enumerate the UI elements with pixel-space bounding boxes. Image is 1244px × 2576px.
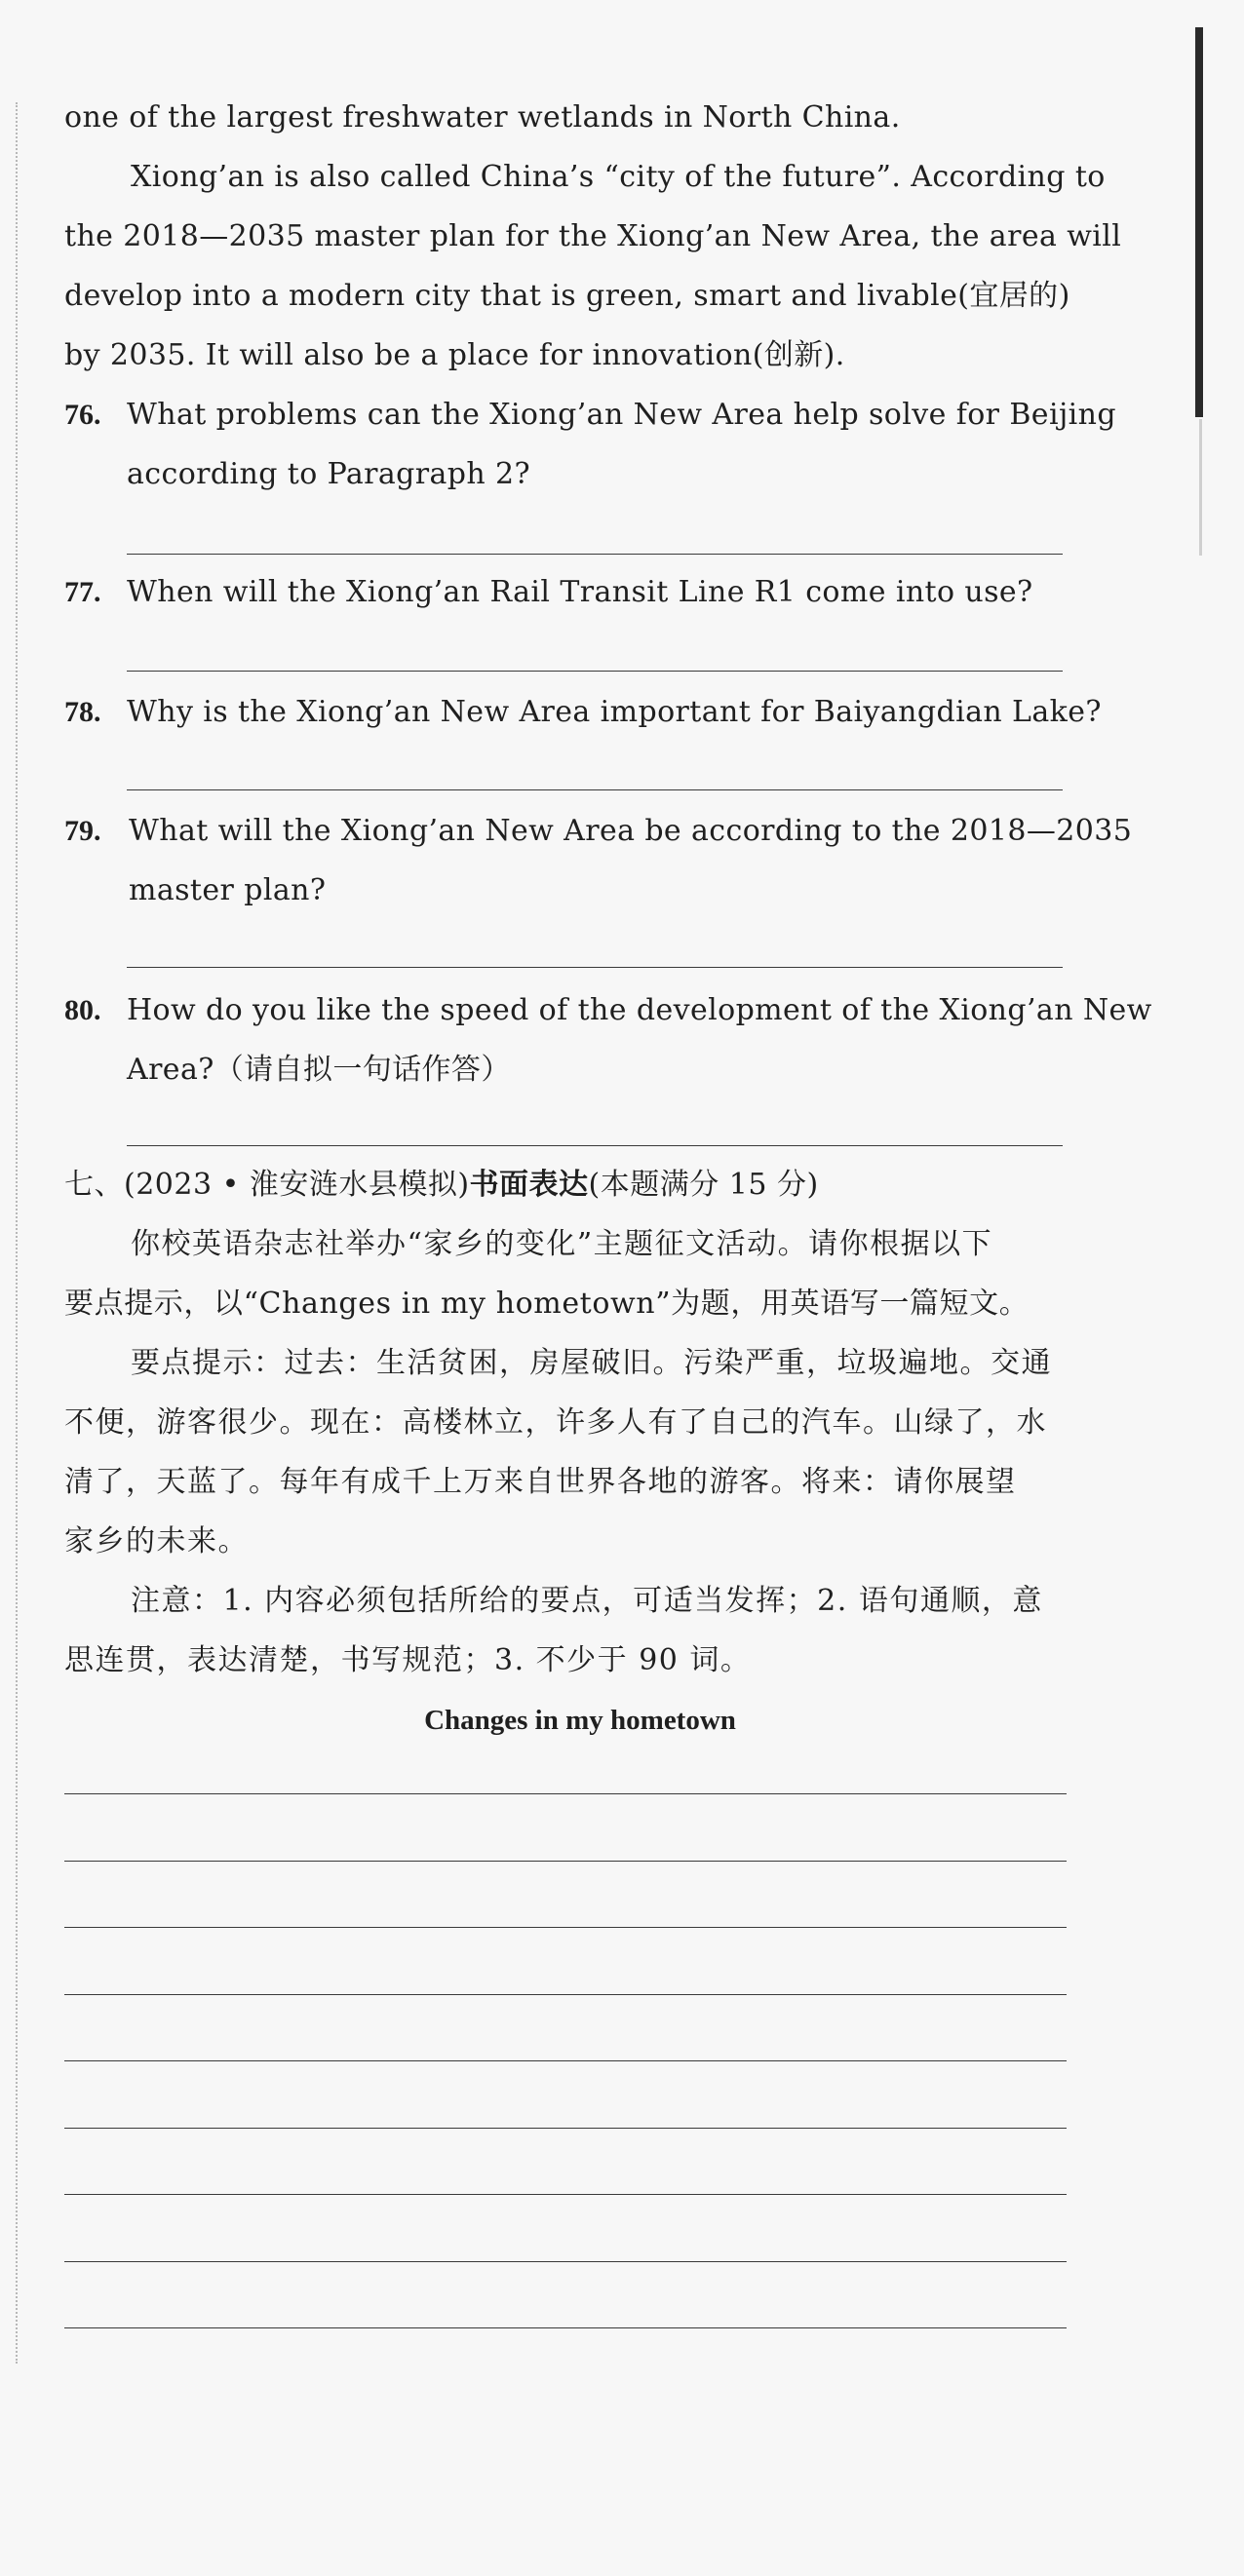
question-number: 77.	[64, 576, 101, 608]
task-intro: 要点提示，以“Changes in my hometown”为题，用英语写一篇短文。	[64, 1287, 1030, 1321]
writing-line[interactable]	[64, 2261, 1067, 2262]
passage-line: by 2035. It will also be a place for innovation(创新).	[64, 338, 845, 372]
writing-line[interactable]	[64, 1793, 1067, 1794]
task-notes: 注意：1. 内容必须包括所给的要点，可适当发挥；2. 语句通顺，意	[131, 1584, 1043, 1618]
writing-line[interactable]	[64, 1927, 1067, 1928]
answer-line[interactable]	[127, 967, 1063, 968]
binding-bar	[1195, 27, 1203, 417]
question-text: What problems can the Xiong’an New Area help solve for Beijing	[127, 398, 1116, 432]
writing-line[interactable]	[64, 2327, 1067, 2328]
task-intro: 你校英语杂志社举办“家乡的变化”主题征文活动。请你根据以下	[131, 1227, 993, 1261]
passage-line: the 2018—2035 master plan for the Xiong’an New Area, the area will	[64, 219, 1122, 253]
answer-line[interactable]	[127, 671, 1063, 672]
task-points: 清了，天蓝了。每年有成千上万来自世界各地的游客。将来：请你展望	[64, 1465, 1017, 1499]
question-number: 78.	[64, 696, 101, 728]
passage-line: develop into a modern city that is green, smart and livable(宜居的)	[64, 279, 1070, 313]
passage-line: one of the largest freshwater wetlands in North China.	[64, 100, 901, 135]
writing-line[interactable]	[64, 2060, 1067, 2061]
question-text: Why is the Xiong’an New Area important for Baiyangdian Lake?	[127, 695, 1102, 729]
section-prefix: 七、(2023 • 淮安涟水县模拟)	[64, 1168, 470, 1202]
writing-line[interactable]	[64, 2194, 1067, 2195]
task-points: 要点提示：过去：生活贫困，房屋破旧。污染严重，垃圾遍地。交通	[131, 1346, 1052, 1380]
essay-title: Changes in my hometown	[424, 1705, 736, 1736]
question-text: Area?（请自拟一句话作答）	[127, 1053, 511, 1087]
question-text: according to Paragraph 2?	[127, 457, 531, 491]
task-notes: 思连贯，表达清楚，书写规范；3. 不少于 90 词。	[64, 1643, 752, 1677]
answer-line[interactable]	[127, 554, 1063, 555]
task-points: 不便，游客很少。现在：高楼林立，许多人有了自己的汽车。山绿了，水	[64, 1405, 1047, 1440]
answer-line[interactable]	[127, 1145, 1063, 1146]
binding-margin-dots	[16, 102, 18, 2364]
writing-line[interactable]	[64, 2128, 1067, 2129]
question-number: 76.	[64, 399, 101, 431]
section-score: (本题满分 15 分)	[588, 1168, 819, 1202]
question-text: When will the Xiong’an Rail Transit Line R1 come into use?	[127, 575, 1033, 609]
question-text: How do you like the speed of the development of the Xiong’an New	[127, 993, 1152, 1027]
passage-line: Xiong’an is also called China’s “city of the future”. According to	[131, 160, 1106, 194]
section-title: 书面表达	[469, 1168, 589, 1202]
task-points: 家乡的未来。	[64, 1524, 249, 1558]
section-heading	[64, 1166, 819, 1205]
answer-line[interactable]	[127, 789, 1063, 790]
binding-bar-shadow	[1199, 419, 1202, 556]
writing-line[interactable]	[64, 1994, 1067, 1995]
question-number: 80.	[64, 994, 101, 1026]
question-text: What will the Xiong’an New Area be according to the 2018—2035	[129, 814, 1133, 848]
question-number: 79.	[64, 815, 101, 847]
writing-line[interactable]	[64, 1861, 1067, 1862]
question-text: master plan?	[129, 873, 327, 907]
